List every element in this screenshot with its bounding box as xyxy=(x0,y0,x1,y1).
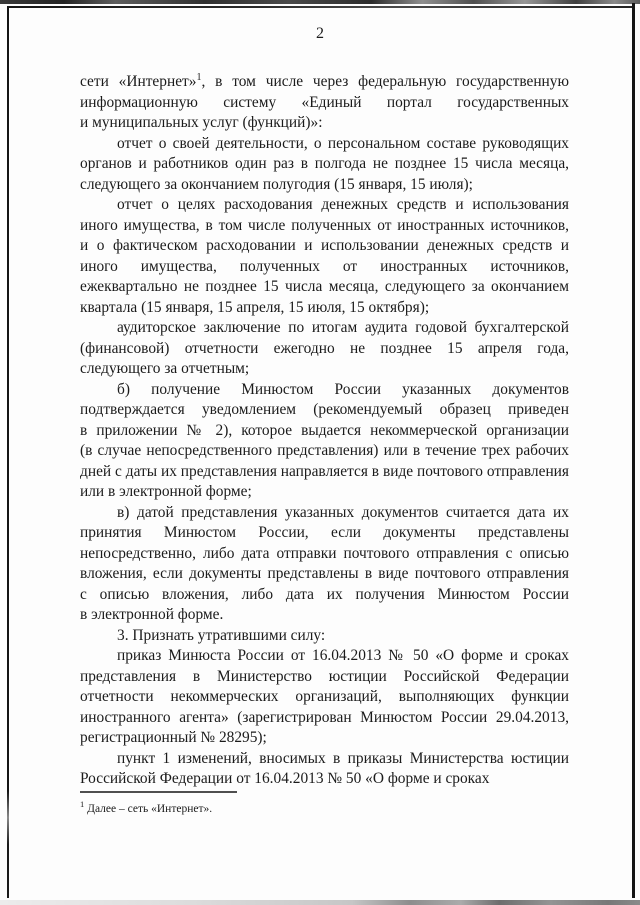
opening-text-after-ref: , в том числе через федеральную государственную информационную систему «Единый портал государственных и муниципальных услуг (функций)»: xyxy=(80,73,569,131)
footnote-separator-rule xyxy=(80,791,237,793)
paragraph: пункт 1 изменений, вносимых в приказы Министерства юстиции Российской Федерации от 16.04.2013 № 50 «О форме и сроках xyxy=(80,749,569,787)
paragraph: отчет о целях расходования денежных средств и использования иного имущества, в том числе полученных от иностранных источников, и о фактическом расходовании и использовании денежных средств и иного имущества, полученных от иностранных источников, ежеквартально не позднее 15 числа месяца, следующего за окончанием квартала (15 января, 15 апреля, 15 июля, 15 октября); xyxy=(80,196,569,316)
footnote-area xyxy=(80,791,569,816)
page-number: 2 xyxy=(316,25,324,42)
scan-frame-left-line xyxy=(7,6,9,898)
opening-text-before-ref: сети «Интернет» xyxy=(80,73,197,90)
scan-frame-right-line xyxy=(632,3,635,898)
footnote-text xyxy=(80,797,569,816)
paragraph: аудиторское заключение по итогам аудита годовой бухгалтерской (финансовой) отчетности ежегодно не позднее 15 апреля года, следующего за отчетным; xyxy=(80,319,569,377)
paragraph-opening xyxy=(80,72,569,134)
footnote-body: Далее – сеть «Интернет». xyxy=(87,802,213,815)
footnote-marker: 1 xyxy=(80,799,85,809)
document-body xyxy=(80,72,569,790)
paragraph: в) датой представления указанных документов считается дата их принятия Минюстом России, если документы представлены непосредственно, либо дата отправки почтового отправления с описью вложения, если документы представлены в виде почтового отправления с описью вложения, либо дата их получения Минюстом России в электронной форме. xyxy=(80,503,569,623)
paragraph: приказ Минюста России от 16.04.2013 № 50 «О форме и сроках представления в Министерство юстиции Российской Федерации отчетности некоммерческих организаций, выполняющих функции иностранного агента» (зарегистрирован Минюстом России 29.04.2013, регистрационный № 28295); xyxy=(80,647,569,746)
paragraph: отчет о своей деятельности, о персональном составе руководящих органов и работников один раз в полгода не позднее 15 числа месяца, следующего за окончанием полугодия (15 января, 15 июля); xyxy=(80,134,569,193)
footnote-reference: 1 xyxy=(196,71,202,83)
scan-edge-top xyxy=(0,0,640,4)
scan-frame-top-line xyxy=(7,6,634,8)
paragraph-item-3: 3. Признать утратившими силу: xyxy=(117,626,326,644)
scan-edge-bottom xyxy=(0,900,640,905)
paragraph: б) получение Минюстом России указанных документов подтверждается уведомлением (рекомендуемый образец приведен в приложении № 2), которое выдается некоммерческой организации (в случае непосредственного представления) или в течение трех рабочих дней с даты их представления направляется в виде почтового отправления или в электронной форме; xyxy=(80,380,569,500)
